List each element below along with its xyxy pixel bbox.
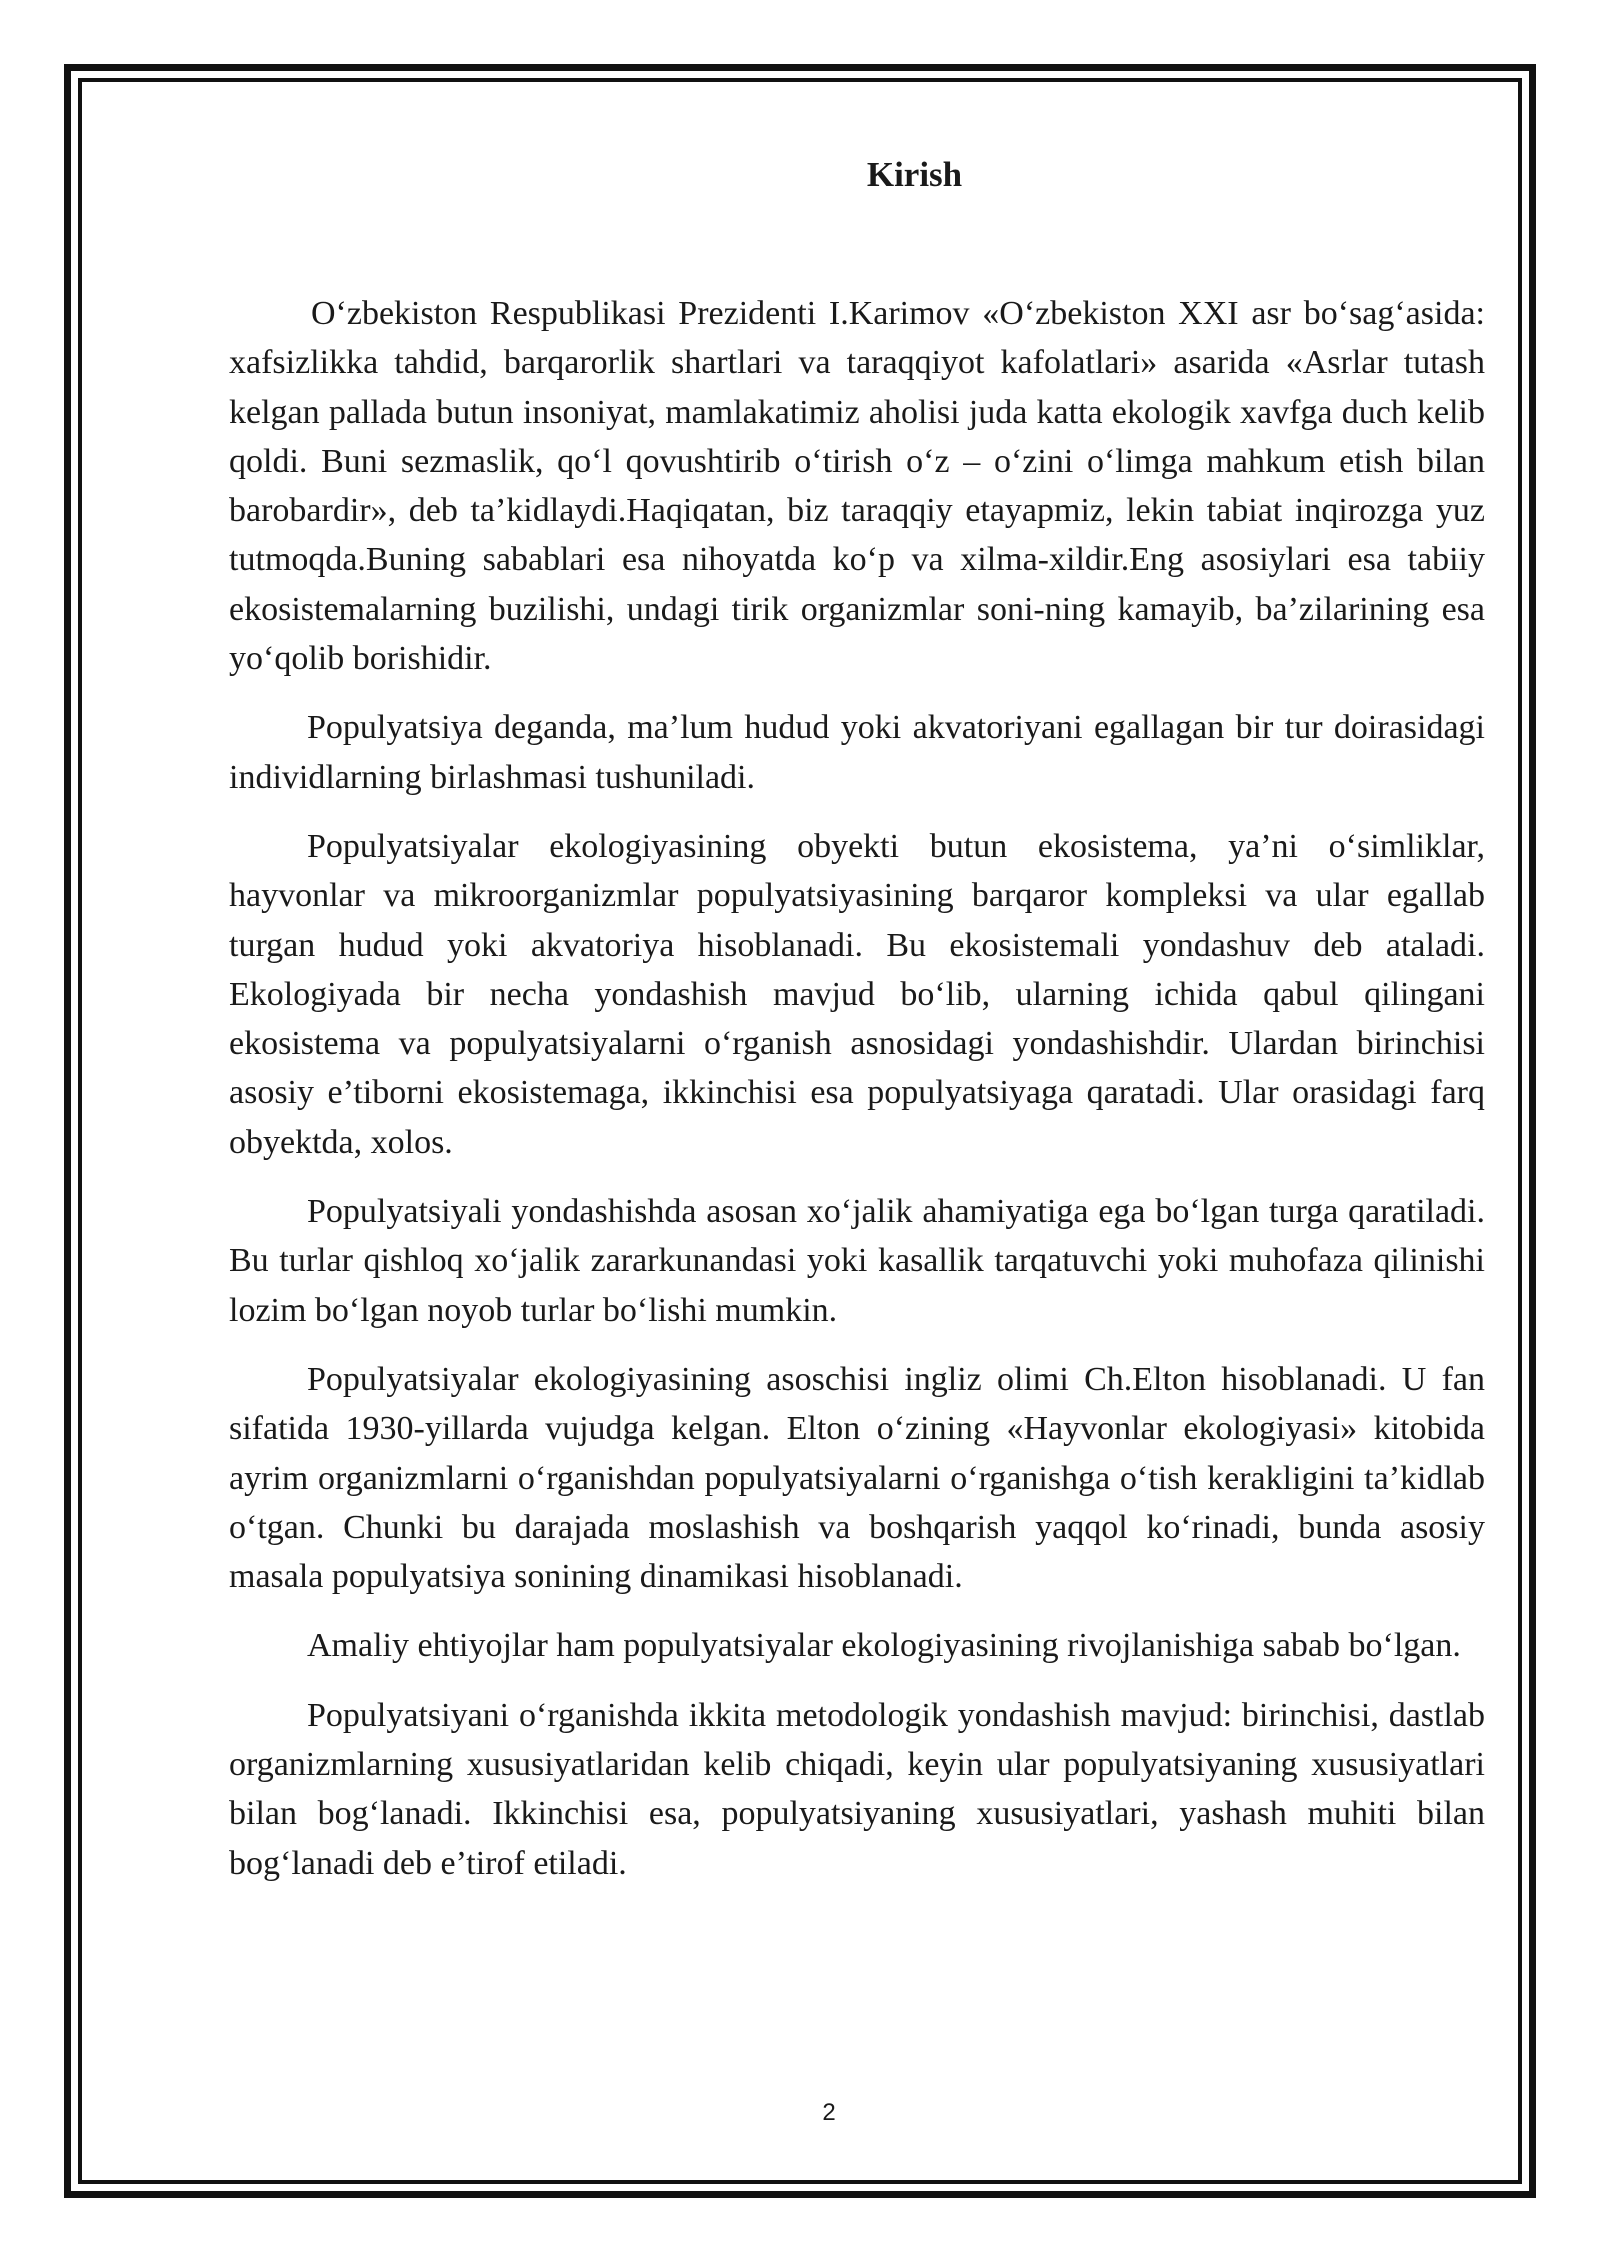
- paragraph: Amaliy ehtiyojlar ham populyatsiyalar ekologiyasining rivojlanishiga sabab bo‘lgan.: [307, 1627, 1461, 1665]
- paragraph: O‘zbekiston Respublikasi Prezidenti I.Karimov «O‘zbekiston XXI asr bo‘sag‘asida: xafsizlikka tahdid, barqarorlik shartlari va taraqqiyot kafolatlari» asarida «Asrlar tutash kelgan pallada butun insoniyat, mamlakatimiz aholisi juda katta ekologik xavfga duch kelib qoldi. Buni sezmaslik, qo‘l qovushtirib o‘tirish o‘z – o‘zini o‘limga mahkum etish bilan barobardir», deb ta’kidlaydi.Haqiqatan, biz taraqqiy etayapmiz, lekin tabiat inqirozga yuz tutmoqda.Buning sabablari esa nihoyatda ko‘p va xilma-xildir.Eng asosiylari esa tabiiy ekosistemalarning buzilishi, undagi tirik organizmlar soni-ning kamayib, ba’zilarining esa yo‘qolib borishidir.: [229, 295, 1485, 678]
- paragraph: Populyatsiya deganda, ma’lum hudud yoki akvatoriyani egallagan bir tur doirasidagi individlarning birlashmasi tushuniladi.: [229, 709, 1485, 796]
- paragraph: Populyatsiyali yondashishda asosan xo‘jalik ahamiyatiga ega bo‘lgan turga qaratiladi. Bu turlar qishloq xo‘jalik zararkunandasi yoki kasallik tarqatuvchi yoki muhofaza qilinishi lozim bo‘lgan noyob turlar bo‘lishi mumkin.: [229, 1193, 1485, 1329]
- document-title: Kirish: [866, 155, 963, 194]
- document-body: [229, 145, 1485, 1908]
- paragraph: Populyatsiyani o‘rganishda ikkita metodologik yondashish mavjud: birinchisi, dastlab organizmlarning xususiyatlaridan kelib chiqadi, keyin ular populyatsiyaning xususiyatlari bilan bog‘lanadi. Ikkinchisi esa, populyatsiyaning xususiyatlari, yashash muhiti bilan bog‘lanadi deb e’tirof etiladi.: [229, 1696, 1485, 1882]
- paragraph: Populyatsiyalar ekologiyasining asoschisi ingliz olimi Ch.Elton hisoblanadi. U fan sifatida 1930-yillarda vujudga kelgan. Elton o‘zining «Hayvonlar ekologiyasi» kitobida ayrim organizmlarni o‘rganishdan populyatsiyalarni o‘rganishga o‘tish kerakligini ta’kidlab o‘tgan. Chunki bu darajada moslashish va boshqarish yaqqol ko‘rinadi, bunda asosiy masala populyatsiya sonining dinamikasi hisoblanadi.: [229, 1360, 1485, 1596]
- page-number: 2: [822, 2099, 836, 2126]
- paragraph: Populyatsiyalar ekologiyasining obyekti butun ekosistema, ya’ni o‘simliklar, hayvonlar va mikroorganizmlar populyatsiyasining barqaror kompleksi va ular egallab turgan hudud yoki akvatoriya hisoblanadi. Bu ekosistemali yondashuv deb ataladi. Ekologiyada bir necha yondashish mavjud bo‘lib, ularning ichida qabul qilingani ekosistema va populyatsiyalarni o‘rganish asnosidagi yondashishdir. Ulardan birinchisi asosiy e’tiborni ekosistemaga, ikkinchisi esa populyatsiyaga qaratadi. Ular orasidagi farq obyektda, xolos.: [229, 827, 1485, 1161]
